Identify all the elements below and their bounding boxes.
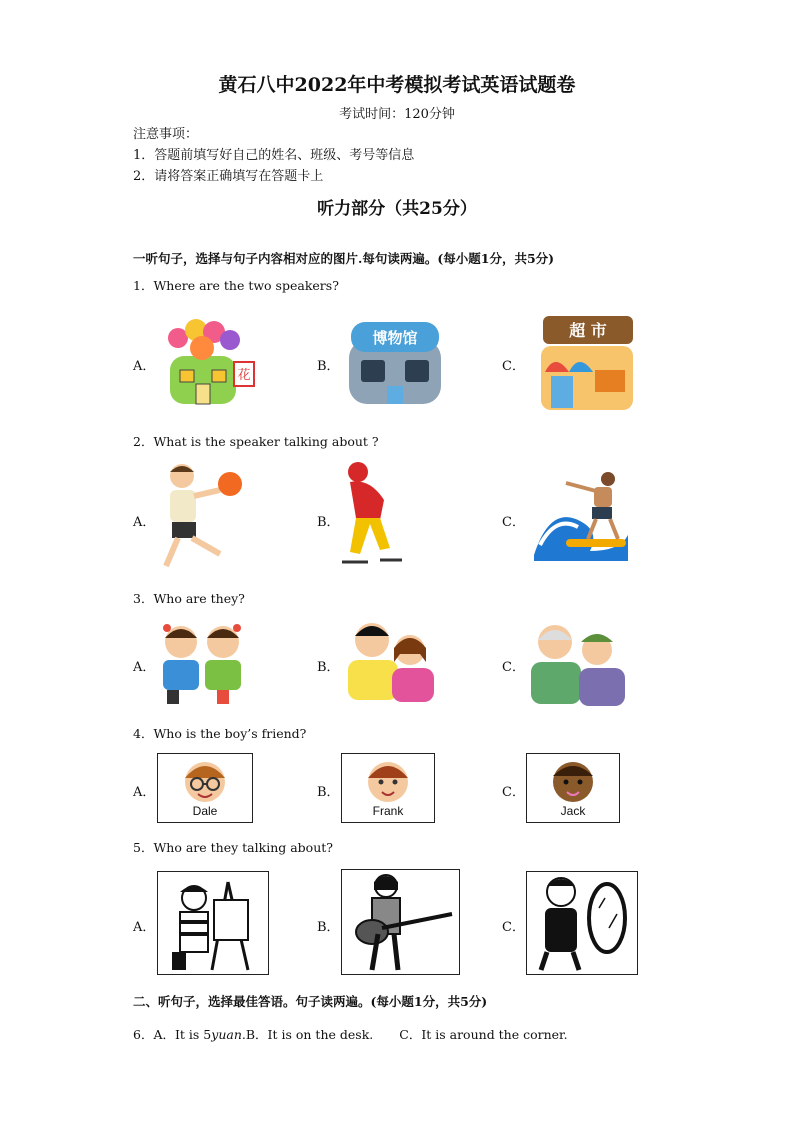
option-label: C． — [502, 515, 525, 530]
magician-picture — [526, 871, 638, 975]
page-title: 黄石八中2022年中考模拟考试英语试题卷 — [218, 74, 576, 96]
name-caption: Dale — [192, 804, 218, 818]
frank-picture — [341, 753, 435, 823]
section-title: 听力部分（共25分） — [317, 199, 477, 219]
option-label: C． — [502, 785, 525, 800]
boy-face-icon — [342, 754, 434, 808]
notes-title: 注意事项： — [133, 127, 199, 142]
question-3: 3．Who are they? — [133, 591, 245, 606]
option-label: B． — [317, 515, 340, 530]
boy-glasses-icon — [158, 754, 252, 808]
magician-icon — [527, 872, 637, 974]
name-caption: Frank — [372, 804, 404, 818]
sign-text: 花 — [237, 368, 251, 383]
boy-dark-icon — [527, 754, 619, 808]
question-4: 4．Who is the boy’s friend? — [133, 726, 307, 741]
option-label: B． — [317, 359, 340, 374]
note-item: 1．答题前填写好自己的姓名、班级、考号等信息 — [133, 148, 415, 163]
part1-heading: 一听句子，选择与句子内容相对应的图片.每句读两遍。(每小题1分，共5分) — [133, 251, 555, 266]
exam-time: 考试时间：120分钟 — [339, 107, 455, 122]
question-2: 2．What is the speaker talking about ? — [133, 434, 379, 449]
guitarist-picture — [341, 869, 460, 975]
option-label: B． — [317, 660, 340, 675]
man-woman-picture — [340, 618, 440, 708]
option-label: C． — [502, 660, 525, 675]
question-1: 1．Where are the two speakers? — [133, 278, 339, 293]
question-5: 5．Who are they talking about? — [133, 840, 333, 855]
sign-text: 超 市 — [569, 321, 607, 340]
option-label: B． — [317, 785, 340, 800]
choice-b: B．It is on the desk. — [245, 1027, 374, 1042]
surfer-picture — [530, 465, 630, 565]
part2-heading: 二、听句子，选择最佳答语。句子读两遍。(每小题1分，共5分) — [133, 994, 488, 1009]
dale-picture — [157, 753, 253, 823]
option-label: A． — [133, 785, 156, 800]
elderly-couple-picture — [525, 620, 635, 708]
option-label: C． — [502, 920, 525, 935]
question-6 — [133, 1025, 568, 1043]
name-caption: Jack — [560, 804, 586, 818]
option-label: A． — [133, 660, 156, 675]
jack-picture — [526, 753, 620, 823]
choice-c: C．It is around the corner. — [399, 1027, 568, 1042]
supermarket-picture — [535, 312, 640, 412]
basketball-boy-picture — [158, 462, 248, 574]
notes-block — [133, 124, 414, 187]
option-label: C． — [502, 359, 525, 374]
option-label: A． — [133, 359, 156, 374]
painter-icon — [158, 872, 268, 974]
guitarist-icon — [342, 870, 459, 974]
choice-a: A．It is 5yuan. — [153, 1027, 246, 1042]
option-label: A． — [133, 920, 156, 935]
speed-skater-picture — [340, 460, 410, 572]
question-6-number: 6． — [133, 1027, 154, 1042]
option-label: A． — [133, 515, 156, 530]
two-girls-picture — [157, 620, 249, 706]
option-label: B． — [317, 920, 340, 935]
flower-shop-picture — [158, 316, 258, 408]
painter-picture — [157, 871, 269, 975]
museum-picture — [345, 318, 445, 408]
sign-text: 博物馆 — [372, 329, 418, 347]
note-item: 2．请将答案正确填写在答题卡上 — [133, 169, 324, 184]
